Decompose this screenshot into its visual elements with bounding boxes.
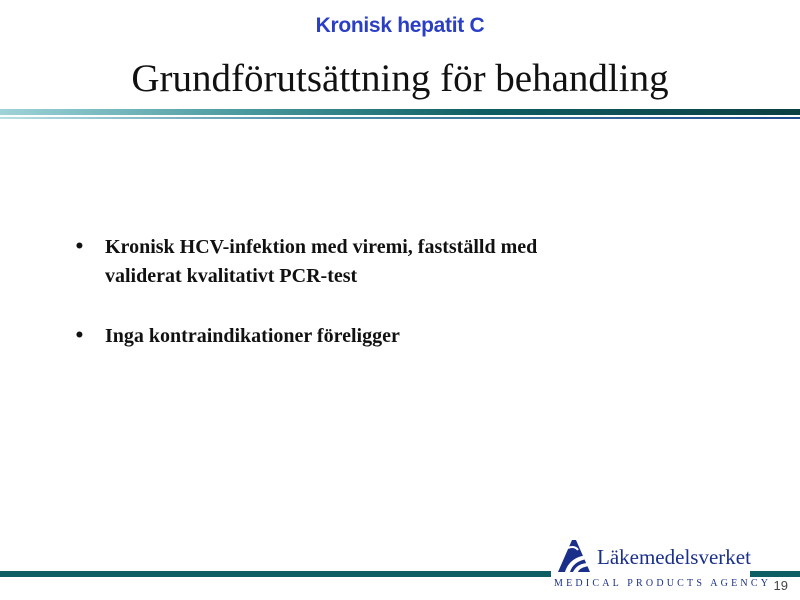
slide-title: Grundförutsättning för behandling [131,57,669,100]
page-number: 19 [773,578,788,593]
bullet-text-line: validerat kvalitativt PCR-test [105,265,358,287]
title-divider-thick [0,109,800,115]
bullet-item [74,233,694,291]
title-divider-thin [0,117,800,119]
bullet-text-line: Kronisk HCV-infektion med viremi, fastställd med [105,236,538,258]
agency-name: Läkemedelsverket [597,545,751,569]
bullet-text-line: Inga kontraindikationer föreligger [105,325,400,347]
bullet-dot-icon: • [74,326,85,346]
slide-supertitle: Kronisk hepatit C [315,14,485,37]
bullet-dot-icon: • [74,237,85,257]
bullet-list [74,233,694,382]
agency-logo-icon [554,538,594,574]
bullet-item [74,322,694,351]
footer-divider-right [750,571,800,577]
footer-divider-left [0,571,551,577]
agency-subtitle: MEDICAL PRODUCTS AGENCY [554,578,772,589]
